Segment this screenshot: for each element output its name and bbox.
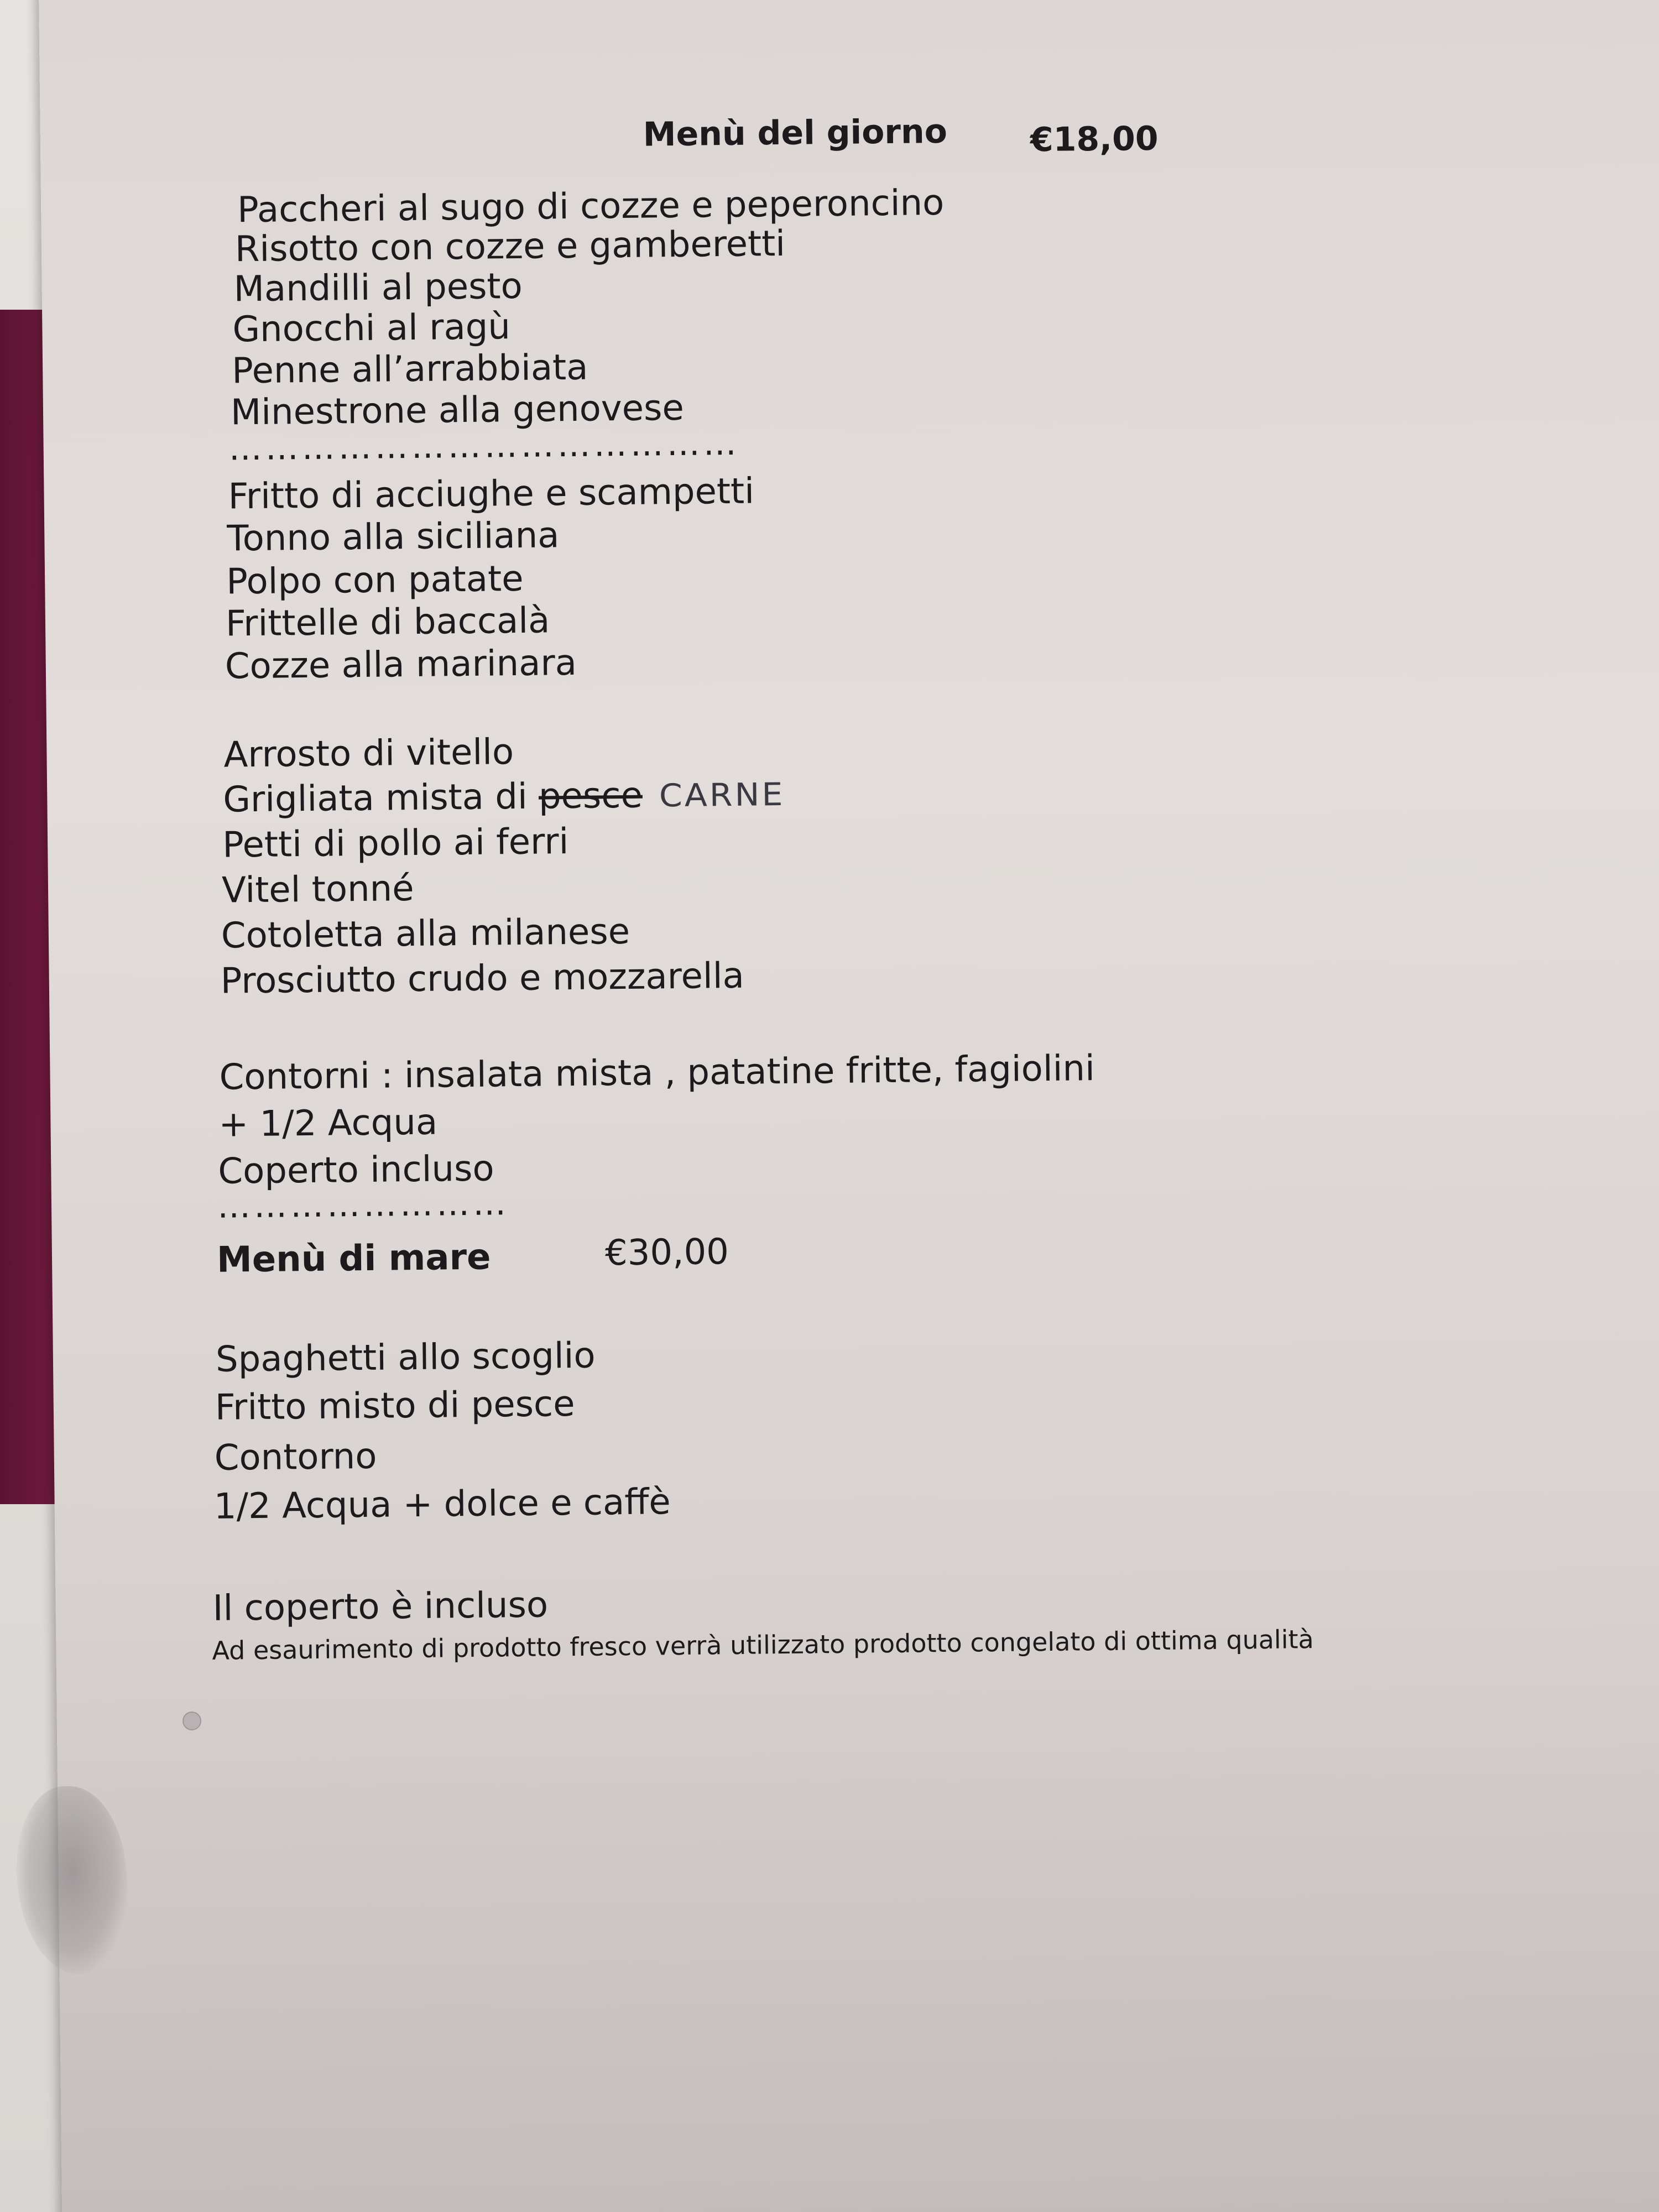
- struck-word: pesce: [538, 775, 643, 817]
- dotted-separator: ……………………………………: [228, 424, 740, 468]
- contorni-line: Contorni : insalata mista , patatine fritte, fagiolini: [219, 1048, 1095, 1098]
- menu-item: Minestrone alla genovese: [230, 387, 685, 434]
- menu-item: Mandilli al pesto: [233, 265, 523, 310]
- menu-item: Arrosto di vitello: [223, 732, 514, 776]
- menu-item: Vitel tonné: [221, 868, 414, 911]
- menu-giorno-price: €18,00: [1030, 119, 1159, 160]
- menu-item-grigliata: [222, 775, 785, 821]
- menu-giorno-title: Menù del giorno: [643, 112, 948, 154]
- menu-item: Polpo con patate: [226, 558, 524, 603]
- menu-item: Cozze alla marinara: [225, 642, 577, 687]
- menu-item: Contorno: [214, 1436, 377, 1479]
- menu-item: Tonno alla siciliana: [227, 515, 560, 560]
- menu-item: Frittelle di baccalà: [225, 600, 550, 645]
- menu-item: Gnocchi al ragù: [232, 306, 511, 351]
- dotted-separator: ……………………: [217, 1184, 510, 1226]
- ink-dot: [182, 1712, 201, 1730]
- footer-coperto: Il coperto è incluso: [212, 1584, 549, 1629]
- menu-sheet: [39, 0, 1659, 2212]
- menu-item: Prosciutto crudo e mozzarella: [220, 955, 745, 1002]
- menu-item: Risotto con cozze e gamberetti: [234, 223, 786, 270]
- menu-item: 1/2 Acqua + dolce e caffè: [213, 1481, 671, 1527]
- menu-item: Spaghetti allo scoglio: [215, 1335, 596, 1380]
- menu-item: Fritto di acciughe e scampetti: [228, 471, 755, 518]
- menu-item: Fritto misto di pesce: [215, 1383, 575, 1428]
- menu-item: Petti di pollo ai ferri: [222, 821, 569, 866]
- menu-item: Paccheri al sugo di cozze e peperoncino: [237, 182, 945, 231]
- menu-item: Penne all’arrabbiata: [231, 347, 588, 392]
- grigliata-prefix: Grigliata mista di: [222, 776, 539, 821]
- handwritten-correction: CARNE: [659, 776, 785, 815]
- menu-item: Cotoletta alla milanese: [221, 911, 630, 957]
- coperto-line: Coperto incluso: [218, 1148, 494, 1192]
- acqua-line: + 1/2 Acqua: [218, 1102, 438, 1145]
- menu-mare-title: Menù di mare: [216, 1237, 491, 1281]
- footer-note: Ad esaurimento di prodotto fresco verrà utilizzato prodotto congelato di ottima qualità: [212, 1624, 1314, 1666]
- menu-mare-price: €30,00: [604, 1232, 729, 1274]
